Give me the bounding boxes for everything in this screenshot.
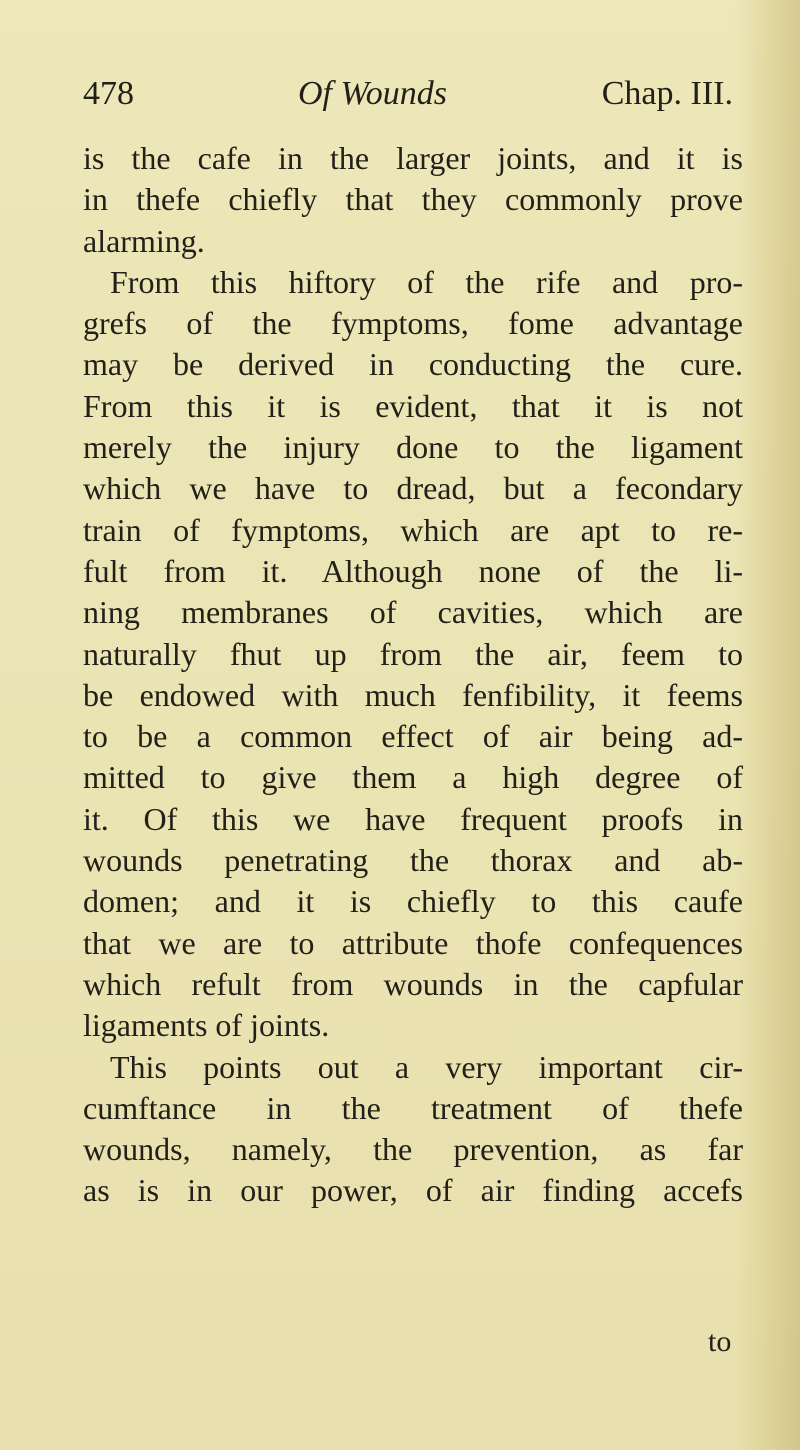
text-line: as is in our power, of air finding accefs xyxy=(83,1172,743,1209)
text-line: From this hiftory of the rife and pro- xyxy=(110,263,743,300)
text-line: may be derived in conducting the cure. xyxy=(83,346,743,383)
text-line: grefs of the fymptoms, fome advantage xyxy=(83,305,743,342)
text-line: in thefe chiefly that they commonly prove xyxy=(83,181,743,218)
text-line: domen; and it is chiefly to this caufe xyxy=(83,883,743,920)
text-line: that we are to attribute thofe confequences xyxy=(83,924,743,961)
text-line: merely the injury done to the ligament xyxy=(83,429,743,466)
text-line: to be a common effect of air being ad- xyxy=(83,718,743,755)
text-line: which refult from wounds in the capfular xyxy=(83,965,743,1002)
text-line: train of fymptoms, which are apt to re- xyxy=(83,511,743,548)
text-line: is the cafe in the larger joints, and it is xyxy=(83,140,743,176)
text-line: ligaments of joints. xyxy=(83,1007,330,1044)
text-line: which we have to dread, but a fecondary xyxy=(83,470,743,507)
text-line: cumftance in the treatment of thefe xyxy=(83,1089,743,1126)
text-line: it. Of this we have frequent proofs in xyxy=(83,800,743,837)
text-line: fult from it. Although none of the li- xyxy=(83,552,743,589)
text-line: be endowed with much fenfibility, it feems xyxy=(83,676,743,713)
running-title: Of Wounds xyxy=(298,75,447,112)
body-text xyxy=(83,138,743,1212)
page-header xyxy=(83,75,733,123)
catchword: to xyxy=(708,1325,732,1358)
text-line: naturally fhut up from the air, feem to xyxy=(83,635,743,672)
text-line: wounds, namely, the prevention, as far xyxy=(83,1131,743,1168)
text-line: ning membranes of cavities, which are xyxy=(83,594,743,631)
page-number: 478 xyxy=(83,75,134,112)
text-line: alarming. xyxy=(83,222,205,259)
text-line: This points out a very important cir- xyxy=(110,1048,743,1085)
text-line: mitted to give them a high degree of xyxy=(83,759,743,796)
chapter-label: Chap. III. xyxy=(601,75,733,112)
text-line: From this it is evident, that it is not xyxy=(83,387,743,424)
text-line: wounds penetrating the thorax and ab- xyxy=(83,842,743,879)
